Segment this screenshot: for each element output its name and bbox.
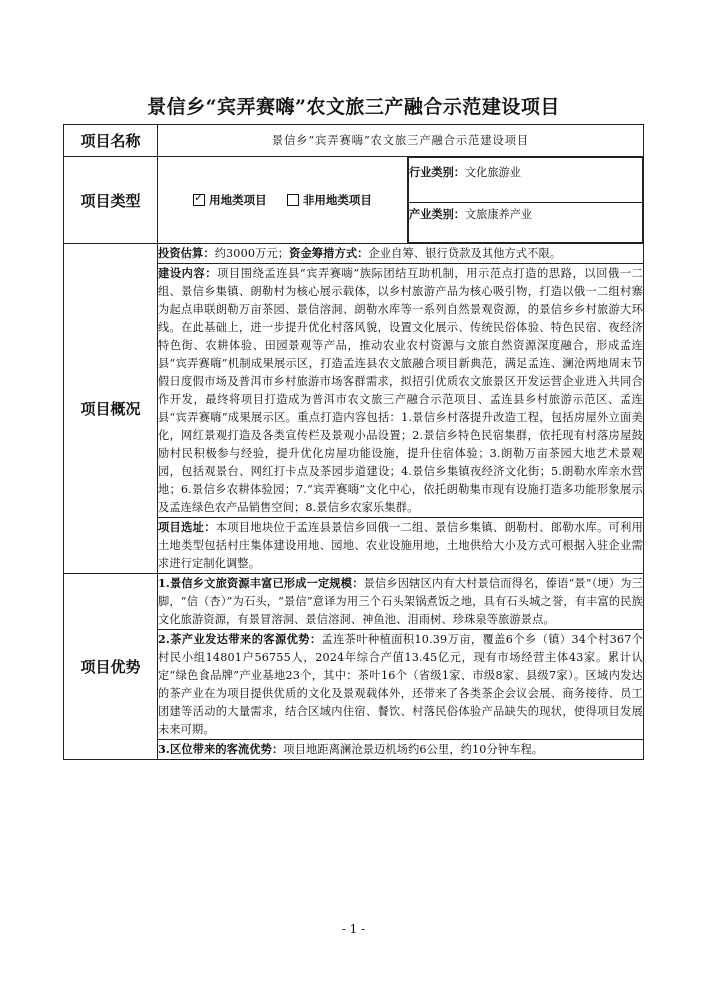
- advantage-item: [158, 574, 644, 630]
- invest-value: 约3000万元；: [214, 247, 290, 260]
- fund-value: 企业自筹、银行贷款及其他方式不限。: [368, 247, 562, 260]
- advantage-body: 孟连茶叶种植面积10.39万亩，覆盖6个乡（镇）34个村367个村民小组14801户56755人，2024年综合产值13.45亿元，现有市场经营主体43家。累计认定“绿色食品牌”产业基地23个，其中：茶叶16个（省级1家、市级8家、县级7家）。区域内发达的茶产业在为项目提供优质的文化及景观载体外，还带来了各类茶企会议会展、商务接待、员工团建等活动的大量需求，结合区域内住宿、餐饮、村落民俗体验产品缺失的现状，使得项目发展未来可期。: [158, 633, 644, 736]
- advantage-head: 1.景信乡文旅资源丰富已形成一定规模：: [158, 576, 364, 590]
- site-label: 项目选址：: [158, 520, 216, 534]
- option-land-label: 用地类项目: [209, 192, 267, 207]
- advantage-label: 项目优势: [64, 574, 158, 760]
- investment-cell: [158, 244, 644, 264]
- industry-label: 行业类别：: [409, 165, 465, 179]
- option-land[interactable]: [193, 192, 267, 208]
- advantage-head: 2.茶产业发达带来的客源优势：: [158, 632, 322, 646]
- advantage-head: 3.区位带来的客流优势：: [158, 742, 284, 756]
- content-label: 建设内容：: [158, 266, 218, 280]
- site-cell: [158, 518, 644, 574]
- advantage-body: 项目地距离澜沧景迈机场约6公里，约10分钟车程。: [283, 743, 544, 756]
- page-title: 景信乡“宾弄赛嗨”农文旅三产融合示范建设项目: [147, 96, 560, 118]
- unchecked-box-icon: [287, 194, 299, 206]
- project-table: [63, 124, 644, 760]
- product-label: 产业类别：: [409, 207, 465, 221]
- industry-value: 文化旅游业: [464, 166, 521, 179]
- overview-label: 项目概况: [64, 244, 158, 574]
- site-value: 本项目地块位于孟连县景信乡回俄一二组、景信乡集镇、朗勒村、郎勒水库。可利用土地类型包括村庄集体建设用地、园地、农业设施用地，土地供给大小及方式可根据入驻企业需求进行定制化调整。: [158, 521, 644, 570]
- name-label: 项目名称: [64, 125, 158, 157]
- content-value: 项目围绕孟连县“宾弄赛嗨”族际团结互助机制，用示范点打造的思路，以回俄一二组、景信乡集镇、朗勒村为核心展示载体，以乡村旅游产品为核心吸引物，打造以俄一二组村寨为起点串联朗勒万亩茶园、景信溶洞、朗勒水库等一系列自然景观资源，的景信乡乡村旅游大环线。在此基础上，进一步提升优化村落风貌，设置文化展示、传统民俗体验、特色民宿、夜经济特色街、农耕体验、田园景观等产品，推动农业农村资源与文旅自然资源深度融合，形成孟连县“宾弄赛嗨”机制成果展示区，打造孟连县农文旅融合项目新典范，满足孟连、澜沧两地周末节假日度假市场及普洱市乡村旅游市场客群需求，拟招引优质农文旅景区开发运营企业进入共同合作开发，最终将项目打造成为普洱市农文旅三产融合示范项目、孟连县乡村旅游示范区、孟连县“宾弄赛嗨”成果展示区。重点打造内容包括：1.景信乡村落提升改造工程，包括房屋外立面美化，网红景观打造及各类宣传栏及景观小品设置；2.景信乡特色民宿集群，依托现有村落房屋鼓励村民积极参与经验，提升优化房屋功能设施，提升住宿体验；3.朗勒万亩茶园大地艺术景观园，包括观景台、网红打卡点及茶园步道建设；4.景信乡集镇夜经济文化街；5.朗勒水库亲水营地；6.景信乡农耕体验园；7.“宾弄赛嗨”文化中心，依托朗勒集市现有设施打造多功能形象展示及孟连绿色农产品销售空间；8.景信乡农家乐集群。: [158, 267, 644, 514]
- invest-label: 投资估算：: [158, 246, 215, 260]
- name-value: 景信乡“宾弄赛嗨”农文旅三产融合示范建设项目: [158, 125, 644, 157]
- product-value: 文旅康养产业: [464, 208, 533, 221]
- advantage-item: [158, 740, 644, 760]
- page-number: - 1 -: [341, 922, 366, 936]
- type-options: [158, 157, 408, 244]
- content-cell: [158, 264, 644, 518]
- advantage-body: 景信乡因辖区内有大村景信而得名，傣语“景”（埂）为三脚，“信（杏）”为石头，“景信”意译为用三个石头架锅煮饭之地，具有石头城之誉，有丰富的民族文化旅游资源，有景冒溶洞、景信溶洞、神鱼池、泪雨树、珍珠泉等旅游景点。: [158, 577, 644, 626]
- advantage-item: [158, 630, 644, 740]
- industry-cell: [408, 157, 644, 244]
- checked-box-icon: [193, 194, 205, 206]
- type-label: 项目类型: [64, 157, 158, 244]
- fund-label: 资金筹措方式：: [289, 246, 369, 260]
- option-nonland-label: 非用地类项目: [302, 192, 372, 207]
- option-nonland[interactable]: [287, 192, 372, 208]
